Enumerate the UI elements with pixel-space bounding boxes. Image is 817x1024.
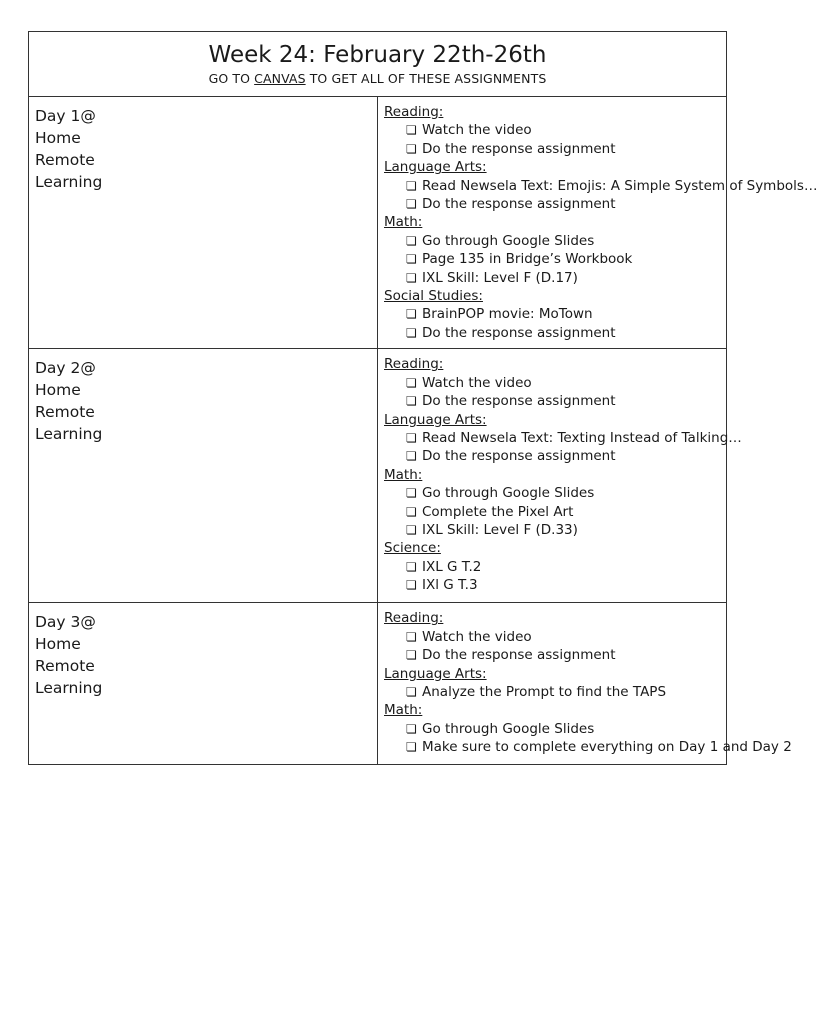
task-label: Complete the Pixel Art — [422, 503, 574, 520]
header-cell — [29, 32, 727, 97]
task-item[interactable] — [384, 503, 720, 521]
task-item[interactable] — [384, 305, 720, 323]
checkbox-icon[interactable]: ❏ — [406, 270, 417, 285]
task-item[interactable] — [384, 121, 720, 139]
day-label-line: Day 3@ — [35, 613, 96, 632]
task-item[interactable] — [384, 140, 720, 158]
task-label: Analyze the Prompt to find the TAPS — [422, 683, 667, 700]
task-item[interactable] — [384, 628, 720, 646]
checkbox-icon[interactable]: ❏ — [406, 233, 417, 248]
checkbox-icon[interactable]: ❏ — [406, 394, 417, 409]
day-label-line: Learning — [35, 425, 103, 444]
checkbox-icon[interactable]: ❏ — [406, 740, 417, 755]
day-label-line: Home — [35, 381, 81, 400]
checkbox-icon[interactable]: ❏ — [406, 648, 417, 663]
checkbox-icon[interactable]: ❏ — [406, 197, 417, 212]
task-item[interactable] — [384, 720, 720, 738]
checkbox-icon[interactable]: ❏ — [406, 307, 417, 322]
task-label: Go through Google Slides — [422, 232, 595, 249]
task-item[interactable] — [384, 484, 720, 502]
day-tasks-cell-2 — [378, 349, 742, 603]
task-item[interactable] — [384, 232, 720, 250]
subtitle-text-pre: GO TO — [208, 71, 255, 86]
checkbox-icon[interactable]: ❏ — [406, 684, 417, 699]
checkbox-icon[interactable]: ❏ — [406, 178, 417, 193]
task-item[interactable] — [384, 521, 720, 539]
task-label: Page 135 in Bridge’s Workbook — [422, 251, 633, 268]
checkbox-icon[interactable]: ❏ — [406, 721, 417, 736]
day-label-line: Learning — [35, 679, 103, 698]
canvas-link[interactable]: CANVAS — [254, 71, 306, 86]
task-label: Read Newsela Text: Emojis: A Simple System of Symbols… — [422, 177, 817, 194]
task-item[interactable] — [384, 558, 720, 576]
task-item[interactable] — [384, 429, 742, 447]
checkbox-icon[interactable]: ❏ — [406, 430, 417, 445]
task-label: IXL G T.2 — [422, 558, 482, 575]
subject-heading: Reading: — [384, 610, 444, 627]
task-label: Read Newsela Text: Texting Instead of Talking… — [422, 429, 742, 446]
task-label: IXl G T.3 — [422, 577, 478, 594]
checkbox-icon[interactable]: ❏ — [406, 578, 417, 593]
task-label: Do the response assignment — [422, 140, 616, 157]
task-item[interactable] — [384, 392, 720, 410]
day-label-line: Day 1@ — [35, 107, 96, 125]
subject-heading: Language Arts: — [384, 159, 487, 176]
checkbox-icon[interactable]: ❏ — [406, 141, 417, 156]
task-item[interactable] — [384, 250, 720, 268]
page-title: Week 24: February 22th-26th — [208, 42, 547, 68]
task-label: IXL Skill: Level F (D.17) — [422, 269, 578, 286]
task-label: IXL Skill: Level F (D.33) — [422, 521, 578, 538]
task-label: Do the response assignment — [422, 324, 616, 341]
task-label: Do the response assignment — [422, 196, 616, 213]
task-item[interactable] — [384, 269, 720, 287]
task-label: Go through Google Slides — [422, 485, 595, 502]
subject-heading: Math: — [384, 466, 423, 483]
day-row-1 — [29, 97, 727, 349]
task-label: Watch the video — [422, 374, 532, 391]
task-item[interactable] — [384, 576, 720, 594]
task-label: Do the response assignment — [422, 647, 616, 664]
subject-heading: Reading: — [384, 356, 444, 373]
checkbox-icon[interactable]: ❏ — [406, 504, 417, 519]
checkbox-icon[interactable]: ❏ — [406, 522, 417, 537]
checkbox-icon[interactable]: ❏ — [406, 252, 417, 267]
day-label-cell-3 — [29, 603, 378, 765]
checkbox-icon[interactable]: ❏ — [406, 375, 417, 390]
subject-heading: Social Studies: — [384, 288, 483, 305]
day-label-line: Remote — [35, 403, 95, 422]
subject-heading: Reading: — [384, 104, 444, 120]
subject-heading: Math: — [384, 214, 423, 231]
subject-heading: Language Arts: — [384, 665, 487, 682]
day-row-2 — [29, 349, 727, 603]
task-label: Watch the video — [422, 628, 532, 645]
subtitle-text-post: TO GET ALL OF THESE ASSIGNMENTS — [305, 71, 547, 86]
day-label-line: Remote — [35, 657, 95, 676]
day-label-cell-2 — [29, 349, 378, 603]
task-item[interactable] — [384, 177, 817, 195]
day-row-3 — [29, 603, 727, 765]
subject-heading: Math: — [384, 702, 423, 719]
day-label-line: Day 2@ — [35, 359, 96, 378]
page-subtitle — [29, 71, 726, 87]
day-label-line: Home — [35, 129, 81, 147]
task-label: Go through Google Slides — [422, 720, 595, 737]
checkbox-icon[interactable]: ❏ — [406, 486, 417, 501]
task-label: Watch the video — [422, 122, 532, 139]
day-tasks-cell-1 — [378, 97, 817, 349]
task-item[interactable] — [384, 195, 720, 213]
checkbox-icon[interactable]: ❏ — [406, 629, 417, 644]
checkbox-icon[interactable]: ❏ — [406, 559, 417, 574]
checkbox-icon[interactable]: ❏ — [406, 325, 417, 340]
task-label: BrainPOP movie: MoTown — [422, 306, 593, 323]
task-label: Do the response assignment — [422, 393, 616, 410]
task-label: Make sure to complete everything on Day 1 and Day 2 — [422, 739, 792, 756]
task-item[interactable] — [384, 738, 792, 756]
day-label-cell-1 — [29, 97, 378, 349]
task-item[interactable] — [384, 646, 720, 664]
task-label: Do the response assignment — [422, 448, 616, 465]
checkbox-icon[interactable]: ❏ — [406, 123, 417, 138]
day-label-line: Home — [35, 635, 81, 654]
task-item[interactable] — [384, 447, 720, 465]
task-item[interactable] — [384, 374, 720, 392]
day-label-line: Learning — [35, 173, 103, 191]
task-item[interactable] — [384, 324, 720, 342]
task-item[interactable] — [384, 683, 720, 701]
day-label-line: Remote — [35, 151, 95, 169]
subject-heading: Language Arts: — [384, 411, 487, 428]
day-tasks-cell-3 — [378, 603, 792, 765]
subject-heading: Science: — [384, 540, 441, 557]
weekly-assignment-table — [28, 31, 817, 765]
checkbox-icon[interactable]: ❏ — [406, 449, 417, 464]
